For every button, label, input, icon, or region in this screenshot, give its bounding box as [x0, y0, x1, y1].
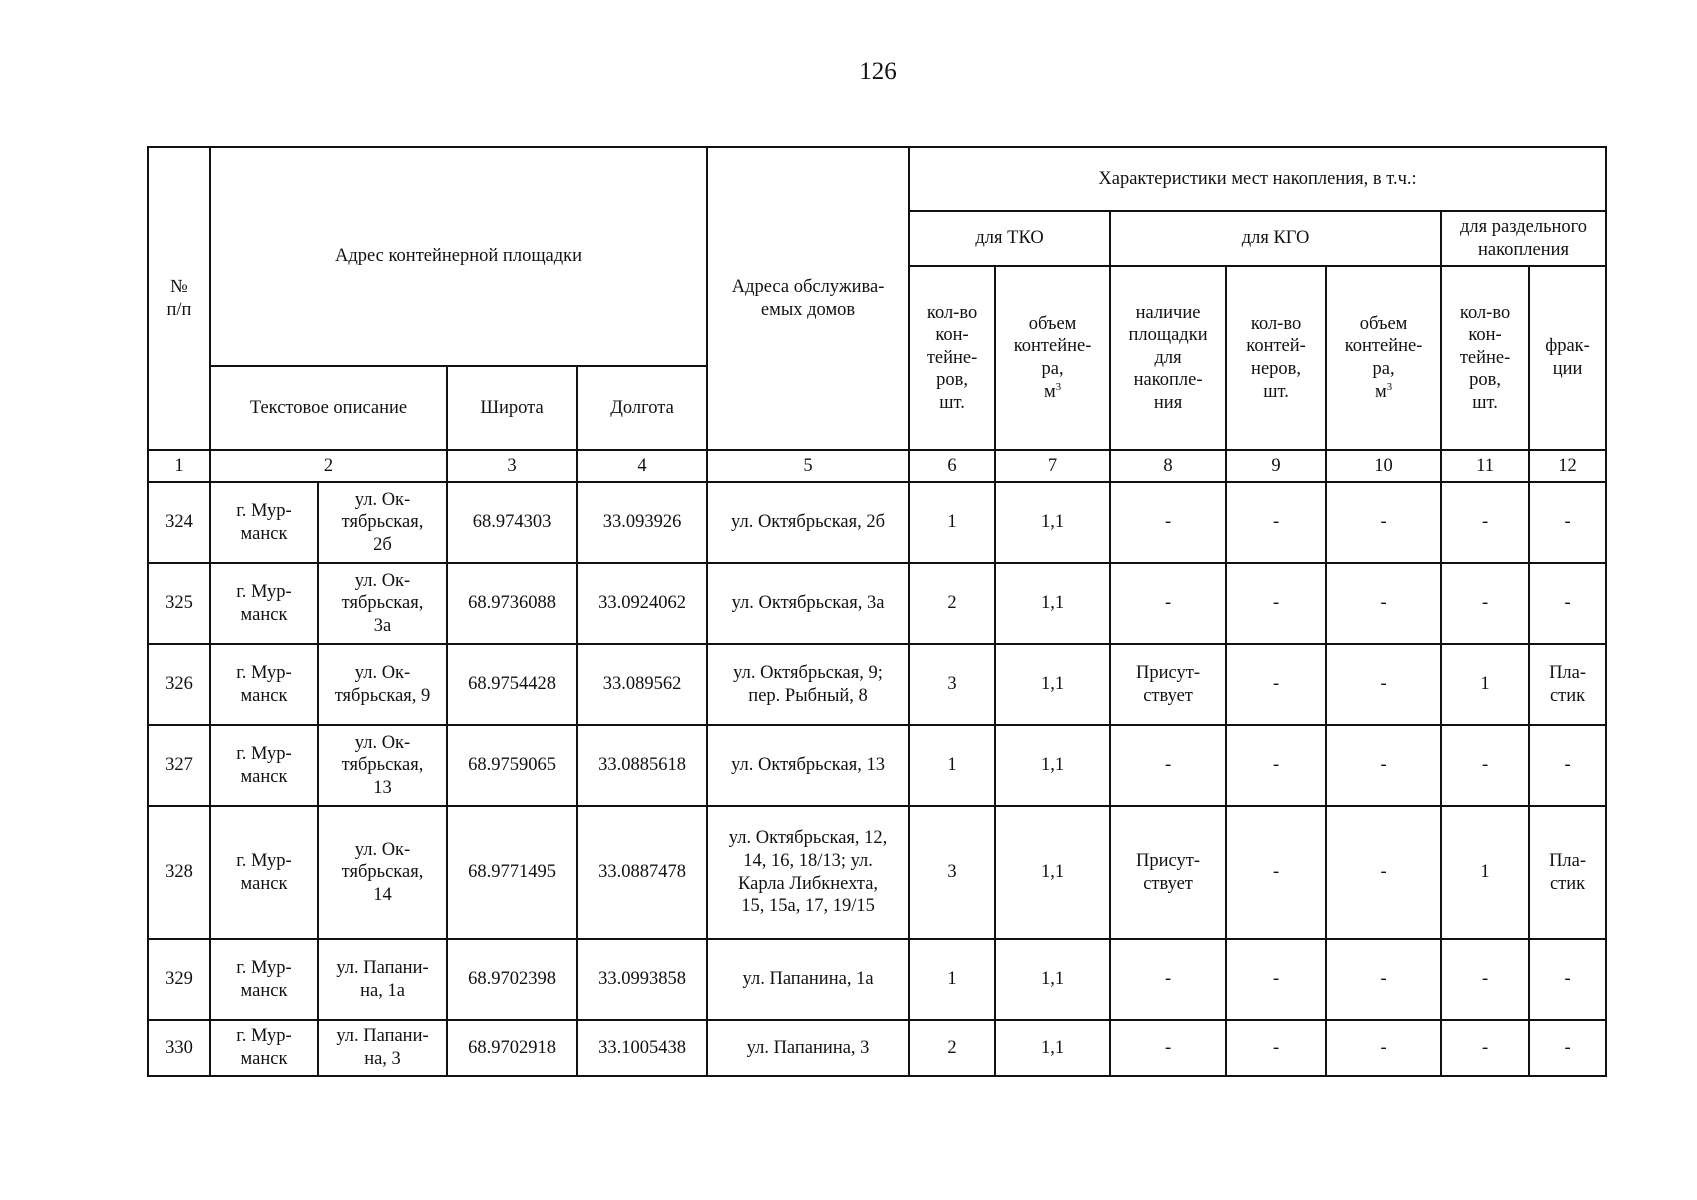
row-kgo-volume: -	[1326, 806, 1441, 939]
header-num: № п/п	[166, 276, 192, 320]
row-sep-count: -	[1441, 939, 1529, 1020]
header-kgo-volume-cube: 3	[1386, 380, 1393, 393]
row-kgo-count: -	[1226, 939, 1326, 1020]
header-sep-fractions: фрак- ции	[1545, 336, 1590, 379]
row-city: г. Мур- манск	[210, 939, 318, 1020]
row-sep-count: -	[1441, 482, 1529, 563]
row-kgo-volume: -	[1326, 725, 1441, 806]
column-number: 1	[148, 450, 210, 482]
header-characteristics: Характеристики мест накопления, в т.ч.:	[1098, 168, 1417, 189]
row-city: г. Мур- манск	[210, 725, 318, 806]
row-sep-fractions: -	[1529, 1020, 1606, 1076]
table-row	[148, 563, 1606, 644]
row-served-houses: ул. Октябрьская, 2б	[707, 482, 909, 563]
row-sep-fractions: -	[1529, 482, 1606, 563]
table-row	[148, 806, 1606, 939]
column-number: 12	[1529, 450, 1606, 482]
table-row	[148, 1020, 1606, 1076]
row-tko-count: 1	[909, 482, 995, 563]
header-sep-count-cell	[1441, 266, 1529, 450]
row-city: г. Мур- манск	[210, 806, 318, 939]
row-tko-count: 2	[909, 563, 995, 644]
column-number: 10	[1326, 450, 1441, 482]
row-num: 326	[148, 644, 210, 725]
header-kgo-count: кол-во контей- неров, шт.	[1246, 313, 1306, 402]
row-sep-fractions: Пла- стик	[1529, 644, 1606, 725]
row-kgo-volume: -	[1326, 563, 1441, 644]
row-served-houses: ул. Октябрьская, 12, 14, 16, 18/13; ул. Карла Либкнехта, 15, 15а, 17, 19/15	[707, 806, 909, 939]
header-tko-volume-cube: 3	[1055, 380, 1062, 393]
row-tko-volume: 1,1	[995, 482, 1110, 563]
row-tko-count: 3	[909, 806, 995, 939]
row-street: ул. Ок- тябрьская, 3а	[318, 563, 447, 644]
row-sep-count: -	[1441, 563, 1529, 644]
row-kgo-count: -	[1226, 644, 1326, 725]
row-city: г. Мур- манск	[210, 563, 318, 644]
row-street: ул. Ок- тябрьская, 13	[318, 725, 447, 806]
row-street: ул. Папани- на, 3	[318, 1020, 447, 1076]
row-kgo-count: -	[1226, 482, 1326, 563]
row-sep-fractions: Пла- стик	[1529, 806, 1606, 939]
header-for-tko: для ТКО	[975, 228, 1044, 249]
column-number: 2	[210, 450, 447, 482]
header-tko-volume: объем контейне- ра, м	[1013, 313, 1092, 402]
row-kgo-site: -	[1110, 563, 1226, 644]
header-longitude-cell	[577, 366, 707, 450]
row-served-houses: ул. Октябрьская, 3а	[707, 563, 909, 644]
row-tko-volume: 1,1	[995, 725, 1110, 806]
row-street: ул. Ок- тябрьская, 9	[318, 644, 447, 725]
table-row	[148, 725, 1606, 806]
header-served-houses-cell	[707, 147, 909, 450]
header-latitude: Широта	[480, 397, 544, 418]
row-latitude: 68.974303	[447, 482, 577, 563]
row-kgo-site: -	[1110, 482, 1226, 563]
table-row	[148, 644, 1606, 725]
row-longitude: 33.0993858	[577, 939, 707, 1020]
row-sep-count: -	[1441, 725, 1529, 806]
header-tko-volume-cell	[995, 266, 1110, 450]
header-text-description-cell	[210, 366, 447, 450]
row-kgo-site: -	[1110, 725, 1226, 806]
table-row	[148, 939, 1606, 1020]
column-number: 8	[1110, 450, 1226, 482]
header-kgo-volume-cell	[1326, 266, 1441, 450]
column-number: 11	[1441, 450, 1529, 482]
row-num: 329	[148, 939, 210, 1020]
row-tko-count: 1	[909, 939, 995, 1020]
header-kgo-count-cell	[1226, 266, 1326, 450]
row-num: 330	[148, 1020, 210, 1076]
header-address-platform-cell	[210, 147, 707, 366]
row-city: г. Мур- манск	[210, 644, 318, 725]
header-kgo-site-cell	[1110, 266, 1226, 450]
row-sep-count: 1	[1441, 644, 1529, 725]
header-served-houses: Адреса обслужива- емых домов	[731, 277, 885, 320]
row-kgo-site: -	[1110, 1020, 1226, 1076]
row-kgo-volume: -	[1326, 939, 1441, 1020]
row-street: ул. Ок- тябрьская, 2б	[318, 482, 447, 563]
header-address-platform: Адрес контейнерной площадки	[334, 246, 583, 267]
row-city: г. Мур- манск	[210, 482, 318, 563]
row-num: 328	[148, 806, 210, 939]
row-kgo-volume: -	[1326, 644, 1441, 725]
row-sep-fractions: -	[1529, 563, 1606, 644]
row-kgo-count: -	[1226, 806, 1326, 939]
column-number: 3	[447, 450, 577, 482]
row-num: 325	[148, 563, 210, 644]
header-row-1	[148, 147, 1606, 211]
row-tko-volume: 1,1	[995, 806, 1110, 939]
row-tko-count: 1	[909, 725, 995, 806]
header-num-cell	[148, 147, 210, 450]
header-longitude: Долгота	[610, 397, 674, 418]
row-street: ул. Ок- тябрьская, 14	[318, 806, 447, 939]
header-tko-count-cell	[909, 266, 995, 450]
row-tko-volume: 1,1	[995, 563, 1110, 644]
row-street: ул. Папани- на, 1а	[318, 939, 447, 1020]
header-for-tko-cell	[909, 211, 1110, 266]
header-for-separate: для раздельного накопления	[1460, 216, 1588, 260]
row-longitude: 33.0885618	[577, 725, 707, 806]
column-number: 5	[707, 450, 909, 482]
row-kgo-site: Присут- ствует	[1110, 644, 1226, 725]
column-number: 4	[577, 450, 707, 482]
header-for-kgo: для КГО	[1241, 228, 1310, 249]
row-kgo-count: -	[1226, 563, 1326, 644]
header-tko-count: кол-во кон- тейне- ров, шт.	[926, 302, 978, 413]
header-characteristics-cell	[909, 147, 1606, 211]
row-kgo-count: -	[1226, 1020, 1326, 1076]
row-num: 327	[148, 725, 210, 806]
column-number: 7	[995, 450, 1110, 482]
row-kgo-site: Присут- ствует	[1110, 806, 1226, 939]
header-for-separate-cell	[1441, 211, 1606, 266]
row-latitude: 68.9702398	[447, 939, 577, 1020]
row-sep-fractions: -	[1529, 725, 1606, 806]
row-latitude: 68.9736088	[447, 563, 577, 644]
header-text-description: Текстовое описание	[249, 397, 408, 418]
row-tko-volume: 1,1	[995, 1020, 1110, 1076]
row-longitude: 33.0924062	[577, 563, 707, 644]
header-kgo-site: наличие площадки для накопле- ния	[1128, 302, 1208, 413]
row-served-houses: ул. Октябрьская, 13	[707, 725, 909, 806]
row-num: 324	[148, 482, 210, 563]
row-city: г. Мур- манск	[210, 1020, 318, 1076]
column-number: 9	[1226, 450, 1326, 482]
row-longitude: 33.1005438	[577, 1020, 707, 1076]
row-latitude: 68.9771495	[447, 806, 577, 939]
row-tko-volume: 1,1	[995, 939, 1110, 1020]
row-served-houses: ул. Папанина, 1а	[707, 939, 909, 1020]
row-kgo-volume: -	[1326, 482, 1441, 563]
row-sep-count: 1	[1441, 806, 1529, 939]
row-kgo-site: -	[1110, 939, 1226, 1020]
row-latitude: 68.9754428	[447, 644, 577, 725]
row-served-houses: ул. Октябрьская, 9; пер. Рыбный, 8	[707, 644, 909, 725]
row-sep-fractions: -	[1529, 939, 1606, 1020]
row-longitude: 33.0887478	[577, 806, 707, 939]
row-kgo-volume: -	[1326, 1020, 1441, 1076]
row-served-houses: ул. Папанина, 3	[707, 1020, 909, 1076]
row-sep-count: -	[1441, 1020, 1529, 1076]
table-row	[148, 482, 1606, 563]
row-tko-count: 2	[909, 1020, 995, 1076]
row-kgo-count: -	[1226, 725, 1326, 806]
row-latitude: 68.9702918	[447, 1020, 577, 1076]
column-number: 6	[909, 450, 995, 482]
page-number: 126	[859, 58, 897, 85]
row-tko-count: 3	[909, 644, 995, 725]
header-latitude-cell	[447, 366, 577, 450]
column-numbers-row	[148, 450, 1606, 482]
row-latitude: 68.9759065	[447, 725, 577, 806]
row-longitude: 33.093926	[577, 482, 707, 563]
row-longitude: 33.089562	[577, 644, 707, 725]
header-for-kgo-cell	[1110, 211, 1441, 266]
header-sep-count: кол-во кон- тейне- ров, шт.	[1459, 302, 1511, 413]
header-kgo-volume: объем контейне- ра, м	[1344, 313, 1423, 402]
container-sites-table	[147, 146, 1607, 1077]
row-tko-volume: 1,1	[995, 644, 1110, 725]
header-sep-fractions-cell	[1529, 266, 1606, 450]
